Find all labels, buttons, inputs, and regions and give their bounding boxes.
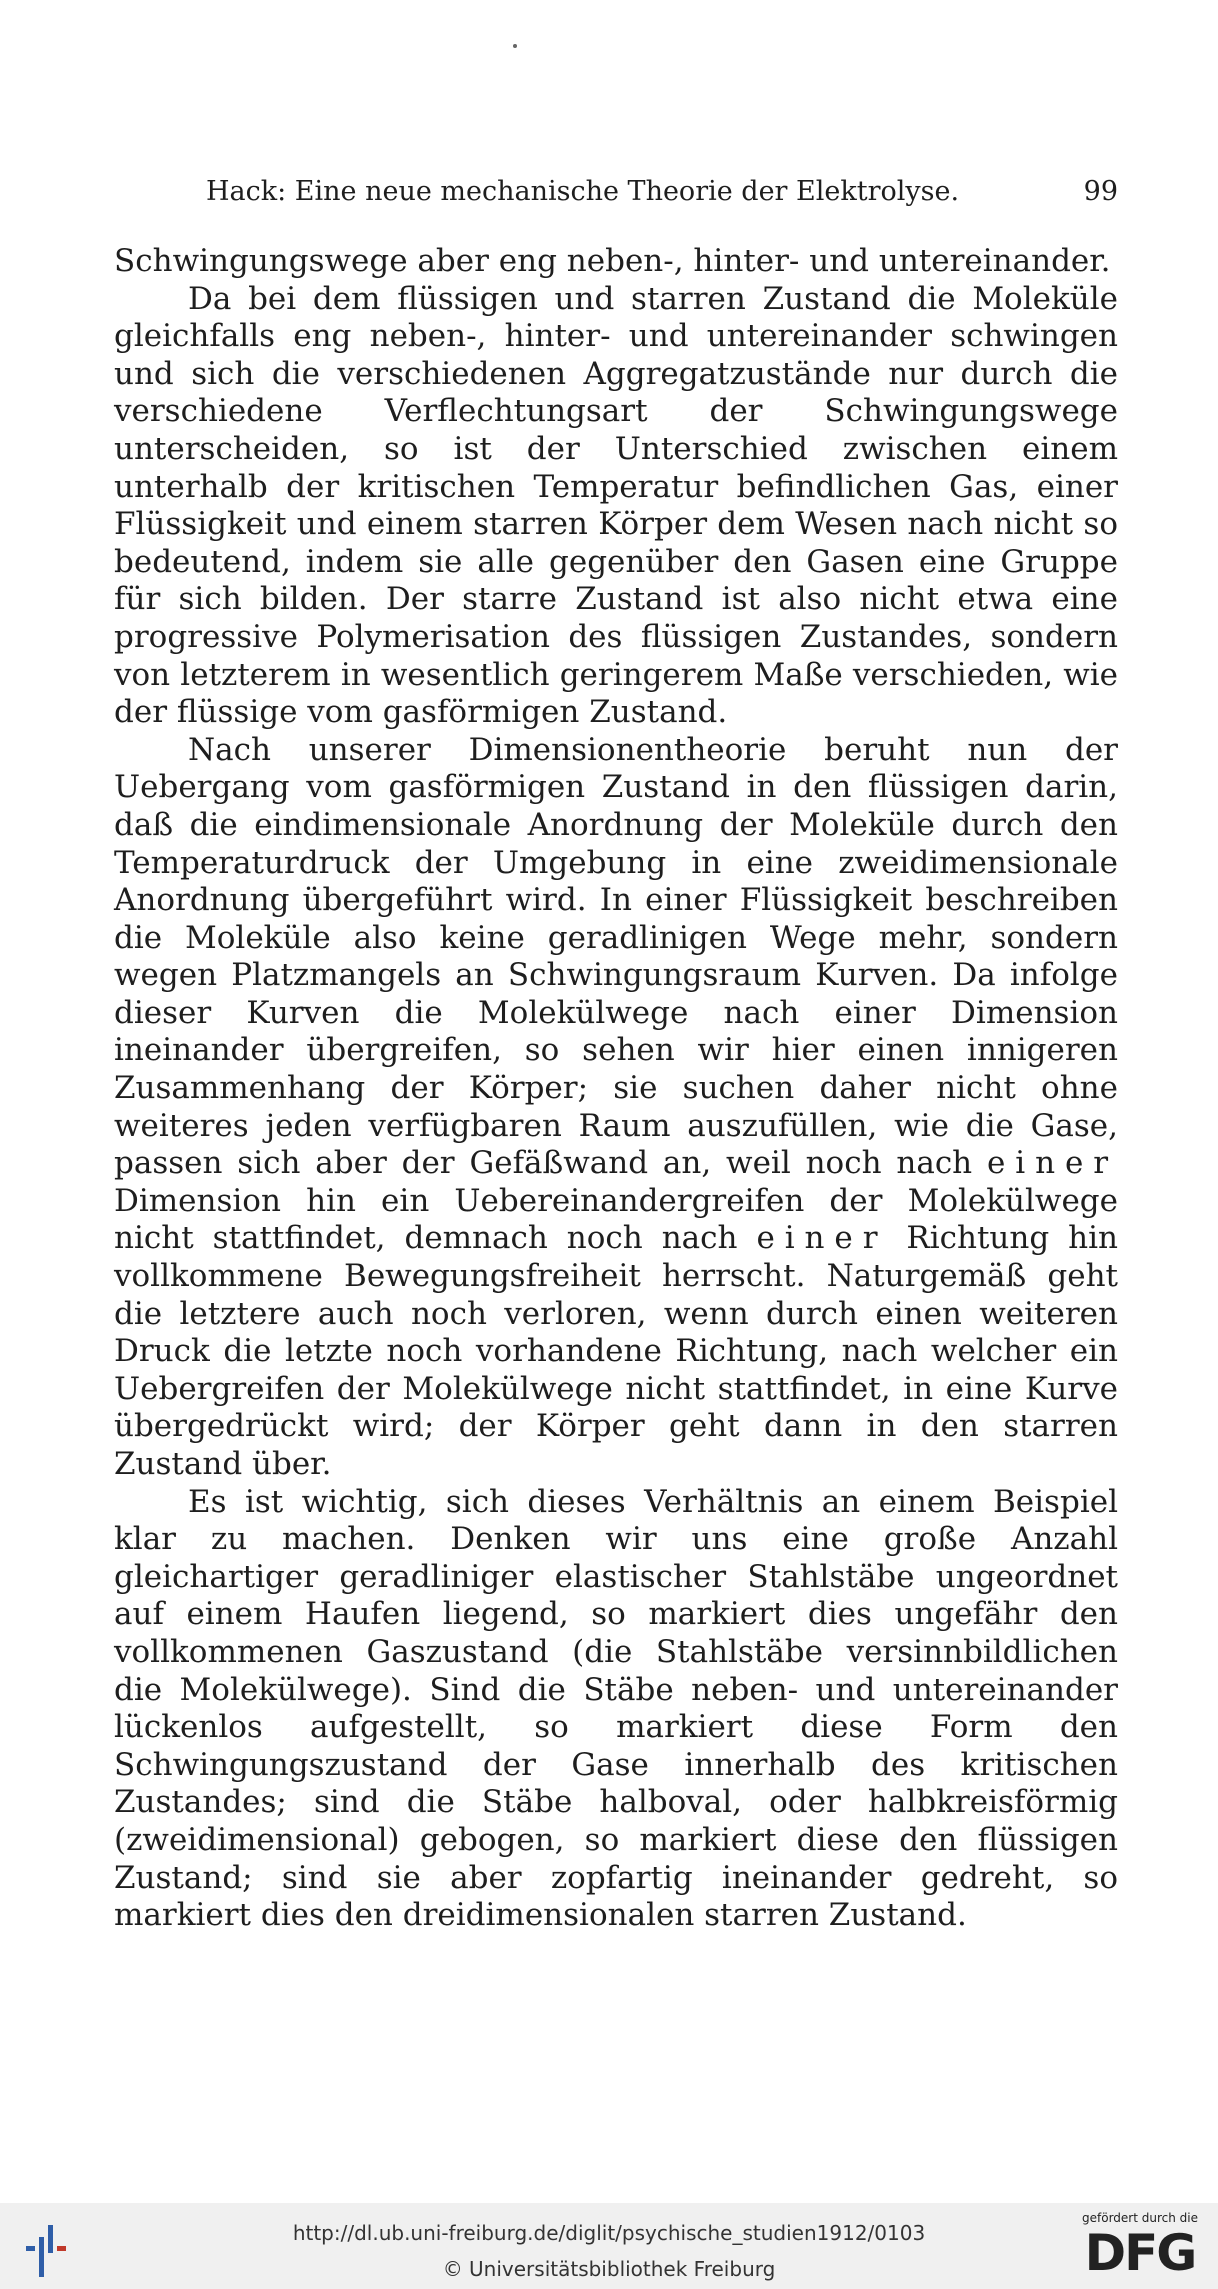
emphasized-word: einer <box>987 1145 1118 1182</box>
dfg-caption: gefördert durch die <box>1082 2211 1198 2225</box>
paragraph-2: Da bei dem flüssigen und starren Zustand die Moleküle gleichfalls eng neben-, hinter- und untereinander schwingen und sich die verschiedenen Aggregatzustände nur durch die verschiedene Verflechtungsart der Schwingungswege unterscheiden, so ist der Unterschied zwischen einem unterhalb der kritischen Temperatur befindlichen Gas, einer Flüssigkeit und einem starren Körper dem Wesen nach nicht so bedeutend, indem sie alle gegenüber den Gasen eine Gruppe für sich bilden. Der starre Zustand ist also nicht etwa eine progressive Polymerisation des flüssigen Zustandes, sondern von letzterem in wesentlich geringerem Maße verschieden, wie der flüssige vom gasförmigen Zustand. <box>114 280 1118 731</box>
page-number: 99 <box>1083 176 1118 207</box>
paragraph-1: Schwingungswege aber eng neben-, hinter- und untereinander. <box>114 243 1111 279</box>
emphasized-word: einer <box>756 1220 888 1257</box>
paragraph-3-part-c: Richtung hin vollkommene Bewegungsfreiheit herrscht. Naturgemäß geht die letztere auch noch verloren, wenn durch einen weiteren Druck die letzte noch vorhandene Richtung, nach welcher ein Uebergreifen der Molekülwege nicht stattfindet, in eine Kurve übergedrückt wird; der Körper geht dann in den starren Zustand über. <box>114 1220 1119 1482</box>
running-head <box>206 170 1118 214</box>
viewer-footer <box>0 2203 1218 2289</box>
page-header-title: Hack: Eine neue mechanische Theorie der Elektrolyse. <box>206 176 960 207</box>
paragraph-4: Es ist wichtig, sich dieses Verhältnis an einem Beispiel klar zu machen. Denken wir uns eine große Anzahl gleichartiger geradliniger elastischer Stahlstäbe ungeordnet auf einem Haufen liegend, so markiert dies ungefähr den vollkommenen Gaszustand (die Stahlstäbe versinnbildlichen die Molekülwege). Sind die Stäbe neben- und untereinander lückenlos aufgestellt, so markiert diese Form den Schwingungszustand der Gase innerhalb des kritischen Zustandes; sind die Stäbe halboval, oder halbkreisförmig (zweidimensional) gebogen, so markiert diese den flüssigen Zustand; sind sie aber zopfartig ineinander gedreht, so markiert dies den dreidimensionalen starren Zustand. <box>114 1483 1118 1934</box>
permalink-url[interactable]: http://dl.ub.uni-freiburg.de/diglit/psychische_studien1912/0103 <box>292 2221 926 2245</box>
scan-speck <box>513 44 517 48</box>
dfg-logo-text: DFG <box>1084 2224 1196 2282</box>
page-body <box>114 243 1118 1935</box>
paragraph-3-part-b: Dimension hin ein Uebereinandergreifen der Molekülwege nicht stattfindet, demnach noch nach <box>114 1182 1118 1257</box>
dfg-logo <box>1070 2211 1210 2285</box>
paragraph-3-part-a: Nach unserer Dimensionentheorie beruht nun der Uebergang vom gasförmigen Zustand in den flüssigen darin, daß die eindimensionale Anordnung der Moleküle durch den Temperaturdruck der Umgebung in eine zweidimensionale Anordnung übergeführt wird. In einer Flüssigkeit beschreiben die Moleküle also keine geradlinigen Wege mehr, sondern wegen Platzmangels an Schwingungsraum Kurven. Da infolge dieser Kurven die Molekülwege nach einer Dimension ineinander übergreifen, so sehen wir hier einen innigeren Zusammenhang der Körper; sie suchen daher nicht ohne weiteres jeden verfügbaren Raum auszufüllen, wie die Gase, passen sich aber der Gefäßwand an, weil noch nach <box>114 731 1118 1182</box>
copyright-notice: © Universitätsbibliothek Freiburg <box>442 2257 776 2281</box>
paragraph-3 <box>114 732 1118 1484</box>
